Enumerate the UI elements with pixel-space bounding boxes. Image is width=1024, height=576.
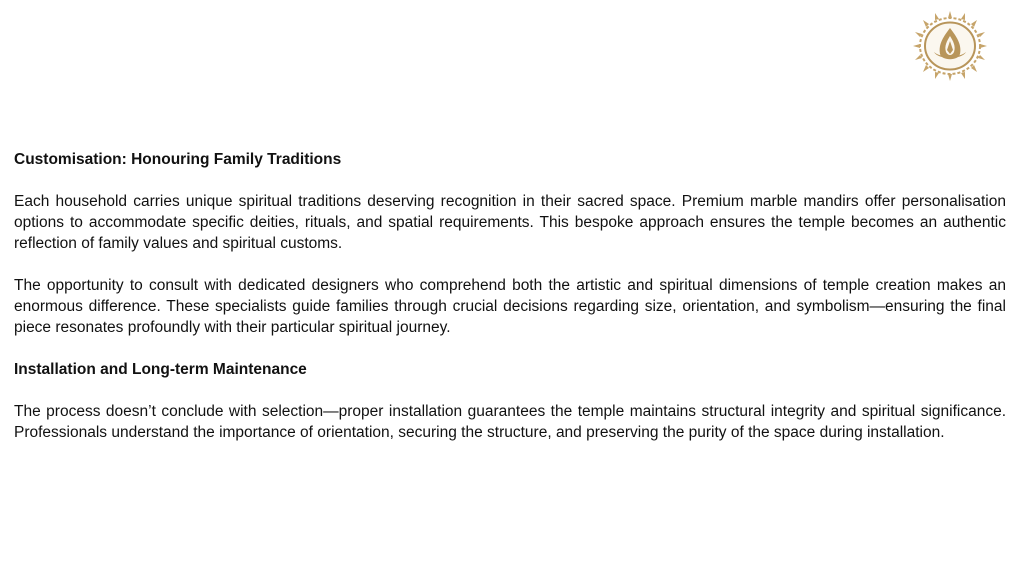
temple-emblem-icon	[912, 10, 988, 82]
section-customisation	[14, 149, 1006, 338]
temple-emblem-logo	[912, 10, 988, 82]
paragraph: Each household carries unique spiritual traditions deserving recognition in their sacred space. Premium marble mandirs offer personalisation options to accommodate specific deities, rituals, and spatial requirements. This bespoke approach ensures the temple becomes an authentic reflection of family values and spiritual customs.	[14, 193, 1006, 252]
section-heading: Customisation: Honouring Family Traditions	[14, 151, 342, 168]
article-body	[14, 149, 1006, 464]
section-heading: Installation and Long-term Maintenance	[14, 361, 307, 378]
section-installation	[14, 359, 1006, 443]
paragraph: The opportunity to consult with dedicated designers who comprehend both the artistic and spiritual dimensions of temple creation makes an enormous difference. These specialists guide families through crucial decisions regarding size, orientation, and symbolism—ensuring the final piece resonates profoundly with their particular spiritual journey.	[14, 277, 1006, 336]
paragraph: The process doesn’t conclude with selection—proper installation guarantees the temple maintains structural integrity and spiritual significance. Professionals understand the importance of orientation, securing the structure, and preserving the purity of the space during installation.	[14, 403, 1006, 441]
